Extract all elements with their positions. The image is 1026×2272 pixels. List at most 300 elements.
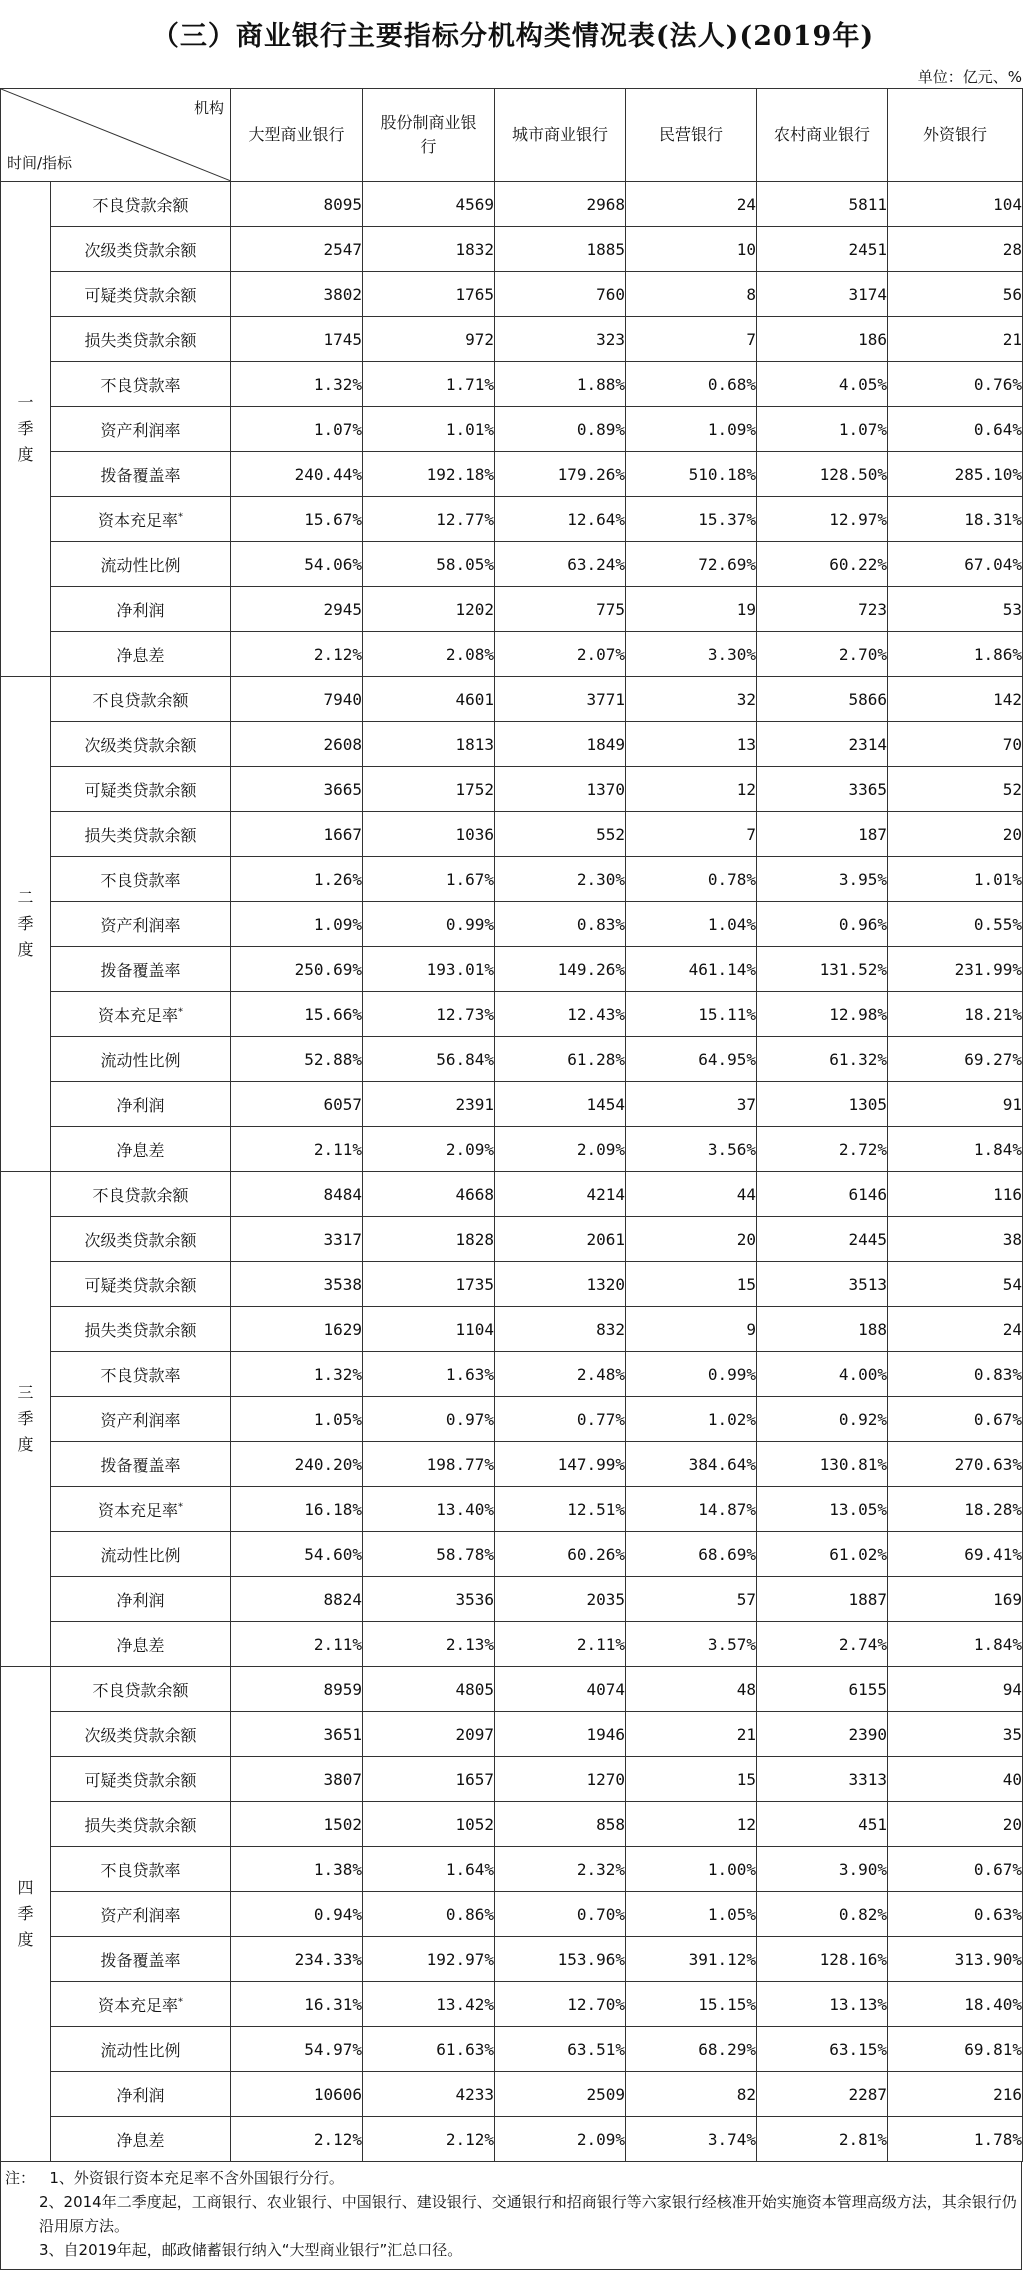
value-cell: 0.99% (626, 1352, 757, 1397)
value-cell: 61.32% (757, 1037, 888, 1082)
value-cell: 8484 (231, 1172, 363, 1217)
value-cell: 179.26% (495, 452, 626, 497)
value-cell: 186 (757, 317, 888, 362)
table-row (1, 1172, 1023, 1217)
value-cell: 2.09% (363, 1127, 495, 1172)
value-cell: 2287 (757, 2072, 888, 2117)
value-cell: 1370 (495, 767, 626, 812)
unit-label: 单位：亿元、% (917, 68, 1022, 86)
value-cell: 67.04% (888, 542, 1023, 587)
value-cell: 1.38% (231, 1847, 363, 1892)
quarter-label: 二 季 度 (1, 677, 51, 1172)
value-cell: 3.30% (626, 632, 757, 677)
corner-time-label: 时间/指标 (7, 154, 73, 172)
value-cell: 0.96% (757, 902, 888, 947)
value-cell: 4233 (363, 2072, 495, 2117)
value-cell: 510.18% (626, 452, 757, 497)
value-cell: 52 (888, 767, 1023, 812)
notes-prefix: 注： (5, 2169, 36, 2187)
value-cell: 192.97% (363, 1937, 495, 1982)
value-cell: 0.70% (495, 1892, 626, 1937)
value-cell: 18.21% (888, 992, 1023, 1037)
value-cell: 2391 (363, 1082, 495, 1127)
table-row (1, 2027, 1023, 2072)
value-cell: 63.51% (495, 2027, 626, 2072)
value-cell: 4668 (363, 1172, 495, 1217)
value-cell: 2547 (231, 227, 363, 272)
value-cell: 38 (888, 1217, 1023, 1262)
value-cell: 3536 (363, 1577, 495, 1622)
value-cell: 1052 (363, 1802, 495, 1847)
value-cell: 54.60% (231, 1532, 363, 1577)
value-cell: 234.33% (231, 1937, 363, 1982)
value-cell: 2.12% (231, 632, 363, 677)
value-cell: 3665 (231, 767, 363, 812)
value-cell: 193.01% (363, 947, 495, 992)
indicator-name: 净利润 (51, 2072, 231, 2117)
value-cell: 8824 (231, 1577, 363, 1622)
value-cell: 1.01% (363, 407, 495, 452)
value-cell: 3174 (757, 272, 888, 317)
indicator-name: 净利润 (51, 1082, 231, 1127)
value-cell: 82 (626, 2072, 757, 2117)
value-cell: 4074 (495, 1667, 626, 1712)
value-cell: 6146 (757, 1172, 888, 1217)
indicator-name: 流动性比例 (51, 2027, 231, 2072)
value-cell: 391.12% (626, 1937, 757, 1982)
indicator-name: 流动性比例 (51, 542, 231, 587)
value-cell: 552 (495, 812, 626, 857)
value-cell: 15.11% (626, 992, 757, 1037)
value-cell: 192.18% (363, 452, 495, 497)
col-header: 股份制商业银行 (363, 89, 495, 182)
value-cell: 1.00% (626, 1847, 757, 1892)
value-cell: 1104 (363, 1307, 495, 1352)
value-cell: 16.18% (231, 1487, 363, 1532)
quarter-label: 三 季 度 (1, 1172, 51, 1667)
value-cell: 270.63% (888, 1442, 1023, 1487)
note-item: 2、2014年二季度起，工商银行、农业银行、中国银行、建设银行、交通银行和招商银行等六家银行经核准开始实施资本管理高级方法，其余银行仍沿用原方法。 (39, 2193, 1017, 2235)
value-cell: 15.37% (626, 497, 757, 542)
value-cell: 147.99% (495, 1442, 626, 1487)
indicator-name: 资产利润率 (51, 1892, 231, 1937)
value-cell: 24 (626, 182, 757, 227)
table-row (1, 2072, 1023, 2117)
value-cell: 2314 (757, 722, 888, 767)
table-row (1, 182, 1023, 227)
value-cell: 198.77% (363, 1442, 495, 1487)
table-row (1, 1982, 1023, 2027)
value-cell: 54.06% (231, 542, 363, 587)
value-cell: 131.52% (757, 947, 888, 992)
table-row (1, 1082, 1023, 1127)
value-cell: 35 (888, 1712, 1023, 1757)
indicator-name: 资产利润率 (51, 1397, 231, 1442)
value-cell: 1765 (363, 272, 495, 317)
value-cell: 2509 (495, 2072, 626, 2117)
value-cell: 40 (888, 1757, 1023, 1802)
value-cell: 149.26% (495, 947, 626, 992)
value-cell: 5866 (757, 677, 888, 722)
indicator-name: 次级类贷款余额 (51, 227, 231, 272)
corner-cell (1, 89, 231, 182)
value-cell: 1629 (231, 1307, 363, 1352)
table-row (1, 902, 1023, 947)
value-cell: 4214 (495, 1172, 626, 1217)
value-cell: 4601 (363, 677, 495, 722)
value-cell: 8 (626, 272, 757, 317)
value-cell: 1832 (363, 227, 495, 272)
value-cell: 187 (757, 812, 888, 857)
value-cell: 1.71% (363, 362, 495, 407)
value-cell: 8095 (231, 182, 363, 227)
value-cell: 1.88% (495, 362, 626, 407)
col-header: 大型商业银行 (231, 89, 363, 182)
page-title: （三）商业银行主要指标分机构类情况表(法人)(2019年) (151, 21, 875, 52)
value-cell: 2097 (363, 1712, 495, 1757)
value-cell: 12.97% (757, 497, 888, 542)
table-row (1, 1532, 1023, 1577)
table-row (1, 1757, 1023, 1802)
value-cell: 1657 (363, 1757, 495, 1802)
value-cell: 15.66% (231, 992, 363, 1037)
value-cell: 1667 (231, 812, 363, 857)
value-cell: 3317 (231, 1217, 363, 1262)
table-row (1, 1712, 1023, 1757)
value-cell: 6155 (757, 1667, 888, 1712)
value-cell: 0.86% (363, 1892, 495, 1937)
value-cell: 2.32% (495, 1847, 626, 1892)
indicator-name: 资产利润率 (51, 407, 231, 452)
value-cell: 3.56% (626, 1127, 757, 1172)
value-cell: 384.64% (626, 1442, 757, 1487)
value-cell: 16.31% (231, 1982, 363, 2027)
value-cell: 1270 (495, 1757, 626, 1802)
value-cell: 3771 (495, 677, 626, 722)
value-cell: 1752 (363, 767, 495, 812)
table-row (1, 1307, 1023, 1352)
value-cell: 1887 (757, 1577, 888, 1622)
indicator-name: 次级类贷款余额 (51, 722, 231, 767)
value-cell: 972 (363, 317, 495, 362)
value-cell: 0.97% (363, 1397, 495, 1442)
value-cell: 1946 (495, 1712, 626, 1757)
header-row (1, 89, 1023, 182)
value-cell: 461.14% (626, 947, 757, 992)
indicator-name: 次级类贷款余额 (51, 1217, 231, 1262)
indicator-name: 净利润 (51, 587, 231, 632)
indicator-name: 流动性比例 (51, 1532, 231, 1577)
value-cell: 2061 (495, 1217, 626, 1262)
value-cell: 2.81% (757, 2117, 888, 2162)
table-row (1, 587, 1023, 632)
value-cell: 2035 (495, 1577, 626, 1622)
value-cell: 0.76% (888, 362, 1023, 407)
value-cell: 250.69% (231, 947, 363, 992)
value-cell: 2451 (757, 227, 888, 272)
value-cell: 3.74% (626, 2117, 757, 2162)
value-cell: 2968 (495, 182, 626, 227)
indicator-name: 不良贷款率 (51, 857, 231, 902)
value-cell: 1202 (363, 587, 495, 632)
table-row (1, 1262, 1023, 1307)
value-cell: 63.24% (495, 542, 626, 587)
indicator-name: 可疑类贷款余额 (51, 1757, 231, 1802)
indicator-name: 资本充足率* (51, 1982, 231, 2027)
value-cell: 12 (626, 767, 757, 812)
value-cell: 0.67% (888, 1397, 1023, 1442)
footnotes (0, 2162, 1022, 2270)
indicator-name: 拨备覆盖率 (51, 947, 231, 992)
indicator-name: 损失类贷款余额 (51, 812, 231, 857)
value-cell: 12 (626, 1802, 757, 1847)
table-row (1, 1217, 1023, 1262)
value-cell: 1813 (363, 722, 495, 767)
value-cell: 69.41% (888, 1532, 1023, 1577)
value-cell: 1036 (363, 812, 495, 857)
value-cell: 4569 (363, 182, 495, 227)
quarter-label: 四 季 度 (1, 1667, 51, 2162)
value-cell: 69.27% (888, 1037, 1023, 1082)
value-cell: 142 (888, 677, 1023, 722)
value-cell: 2945 (231, 587, 363, 632)
value-cell: 69.81% (888, 2027, 1023, 2072)
indicator-name: 可疑类贷款余额 (51, 767, 231, 812)
value-cell: 12.43% (495, 992, 626, 1037)
indicator-name: 不良贷款余额 (51, 677, 231, 722)
value-cell: 0.83% (495, 902, 626, 947)
indicator-name: 不良贷款率 (51, 1352, 231, 1397)
value-cell: 153.96% (495, 1937, 626, 1982)
value-cell: 2.70% (757, 632, 888, 677)
value-cell: 1.26% (231, 857, 363, 902)
value-cell: 832 (495, 1307, 626, 1352)
value-cell: 1885 (495, 227, 626, 272)
indicator-name: 资本充足率* (51, 992, 231, 1037)
table-row (1, 767, 1023, 812)
value-cell: 1320 (495, 1262, 626, 1307)
value-cell: 0.83% (888, 1352, 1023, 1397)
value-cell: 14.87% (626, 1487, 757, 1532)
table-row (1, 1667, 1023, 1712)
value-cell: 3.95% (757, 857, 888, 902)
value-cell: 1.02% (626, 1397, 757, 1442)
table-row (1, 227, 1023, 272)
value-cell: 13.13% (757, 1982, 888, 2027)
table-row (1, 1577, 1023, 1622)
value-cell: 3513 (757, 1262, 888, 1307)
table-row (1, 1847, 1023, 1892)
value-cell: 13.40% (363, 1487, 495, 1532)
value-cell: 1849 (495, 722, 626, 767)
value-cell: 3.90% (757, 1847, 888, 1892)
value-cell: 61.28% (495, 1037, 626, 1082)
value-cell: 72.69% (626, 542, 757, 587)
table-row (1, 722, 1023, 767)
indicator-name: 净息差 (51, 2117, 231, 2162)
indicator-name: 不良贷款余额 (51, 1667, 231, 1712)
value-cell: 9 (626, 1307, 757, 1352)
value-cell: 32 (626, 677, 757, 722)
value-cell: 2.11% (495, 1622, 626, 1667)
value-cell: 15 (626, 1262, 757, 1307)
value-cell: 2.13% (363, 1622, 495, 1667)
value-cell: 58.05% (363, 542, 495, 587)
value-cell: 0.92% (757, 1397, 888, 1442)
value-cell: 1.78% (888, 2117, 1023, 2162)
value-cell: 240.20% (231, 1442, 363, 1487)
value-cell: 4.05% (757, 362, 888, 407)
value-cell: 24 (888, 1307, 1023, 1352)
indicator-name: 可疑类贷款余额 (51, 1262, 231, 1307)
col-header: 农村商业银行 (757, 89, 888, 182)
value-cell: 1.09% (626, 407, 757, 452)
value-cell: 1.05% (626, 1892, 757, 1937)
value-cell: 54 (888, 1262, 1023, 1307)
value-cell: 2.11% (231, 1127, 363, 1172)
value-cell: 451 (757, 1802, 888, 1847)
indicator-name: 净息差 (51, 1127, 231, 1172)
note-item: 3、自2019年起，邮政储蓄银行纳入“大型商业银行”汇总口径。 (39, 2241, 463, 2259)
value-cell: 231.99% (888, 947, 1023, 992)
value-cell: 858 (495, 1802, 626, 1847)
value-cell: 2.12% (363, 2117, 495, 2162)
value-cell: 2.11% (231, 1622, 363, 1667)
value-cell: 18.40% (888, 1982, 1023, 2027)
indicator-name: 流动性比例 (51, 1037, 231, 1082)
value-cell: 0.99% (363, 902, 495, 947)
indicator-name: 资本充足率* (51, 497, 231, 542)
value-cell: 60.26% (495, 1532, 626, 1577)
value-cell: 0.77% (495, 1397, 626, 1442)
value-cell: 1305 (757, 1082, 888, 1127)
value-cell: 1735 (363, 1262, 495, 1307)
value-cell: 1.07% (757, 407, 888, 452)
value-cell: 128.50% (757, 452, 888, 497)
value-cell: 68.29% (626, 2027, 757, 2072)
value-cell: 70 (888, 722, 1023, 767)
indicator-name: 净息差 (51, 632, 231, 677)
table-row (1, 542, 1023, 587)
value-cell: 3313 (757, 1757, 888, 1802)
value-cell: 1.32% (231, 362, 363, 407)
value-cell: 1.86% (888, 632, 1023, 677)
value-cell: 1.67% (363, 857, 495, 902)
table-row (1, 1352, 1023, 1397)
value-cell: 53 (888, 587, 1023, 632)
value-cell: 18.28% (888, 1487, 1023, 1532)
table-row (1, 497, 1023, 542)
value-cell: 8959 (231, 1667, 363, 1712)
table-row (1, 2117, 1023, 2162)
value-cell: 2.09% (495, 2117, 626, 2162)
value-cell: 2.48% (495, 1352, 626, 1397)
value-cell: 0.78% (626, 857, 757, 902)
value-cell: 12.70% (495, 1982, 626, 2027)
note-item: 1、外资银行资本充足率不含外国银行分行。 (49, 2169, 344, 2187)
col-header: 外资银行 (888, 89, 1023, 182)
value-cell: 1.63% (363, 1352, 495, 1397)
value-cell: 1745 (231, 317, 363, 362)
table-row (1, 947, 1023, 992)
value-cell: 19 (626, 587, 757, 632)
value-cell: 0.63% (888, 1892, 1023, 1937)
value-cell: 130.81% (757, 1442, 888, 1487)
value-cell: 13 (626, 722, 757, 767)
table-row (1, 1442, 1023, 1487)
value-cell: 1.64% (363, 1847, 495, 1892)
value-cell: 0.82% (757, 1892, 888, 1937)
value-cell: 1.84% (888, 1622, 1023, 1667)
value-cell: 20 (888, 812, 1023, 857)
value-cell: 313.90% (888, 1937, 1023, 1982)
value-cell: 0.89% (495, 407, 626, 452)
indicator-name: 损失类贷款余额 (51, 317, 231, 362)
value-cell: 1.01% (888, 857, 1023, 902)
value-cell: 1.04% (626, 902, 757, 947)
indicator-name: 净利润 (51, 1577, 231, 1622)
value-cell: 169 (888, 1577, 1023, 1622)
value-cell: 61.63% (363, 2027, 495, 2072)
value-cell: 48 (626, 1667, 757, 1712)
value-cell: 240.44% (231, 452, 363, 497)
value-cell: 56.84% (363, 1037, 495, 1082)
value-cell: 15 (626, 1757, 757, 1802)
value-cell: 0.67% (888, 1847, 1023, 1892)
value-cell: 1.05% (231, 1397, 363, 1442)
value-cell: 188 (757, 1307, 888, 1352)
table-row (1, 857, 1023, 902)
value-cell: 2.74% (757, 1622, 888, 1667)
value-cell: 7 (626, 317, 757, 362)
value-cell: 63.15% (757, 2027, 888, 2072)
indicator-name: 净息差 (51, 1622, 231, 1667)
value-cell: 68.69% (626, 1532, 757, 1577)
indicator-name: 不良贷款余额 (51, 182, 231, 227)
value-cell: 44 (626, 1172, 757, 1217)
value-cell: 2.72% (757, 1127, 888, 1172)
value-cell: 57 (626, 1577, 757, 1622)
value-cell: 1.32% (231, 1352, 363, 1397)
value-cell: 3365 (757, 767, 888, 812)
value-cell: 1828 (363, 1217, 495, 1262)
value-cell: 12.51% (495, 1487, 626, 1532)
indicator-name: 拨备覆盖率 (51, 1937, 231, 1982)
value-cell: 20 (626, 1217, 757, 1262)
value-cell: 3651 (231, 1712, 363, 1757)
indicator-name: 拨备覆盖率 (51, 452, 231, 497)
value-cell: 60.22% (757, 542, 888, 587)
value-cell: 723 (757, 587, 888, 632)
table-row (1, 1487, 1023, 1532)
value-cell: 13.42% (363, 1982, 495, 2027)
table-row (1, 1802, 1023, 1847)
indicator-name: 不良贷款余额 (51, 1172, 231, 1217)
table-row (1, 677, 1023, 722)
value-cell: 91 (888, 1082, 1023, 1127)
value-cell: 10606 (231, 2072, 363, 2117)
table-row (1, 362, 1023, 407)
quarter-label: 一 季 度 (1, 182, 51, 677)
value-cell: 1502 (231, 1802, 363, 1847)
value-cell: 323 (495, 317, 626, 362)
indicator-name: 可疑类贷款余额 (51, 272, 231, 317)
value-cell: 7 (626, 812, 757, 857)
value-cell: 2390 (757, 1712, 888, 1757)
value-cell: 3538 (231, 1262, 363, 1307)
value-cell: 0.94% (231, 1892, 363, 1937)
value-cell: 56 (888, 272, 1023, 317)
